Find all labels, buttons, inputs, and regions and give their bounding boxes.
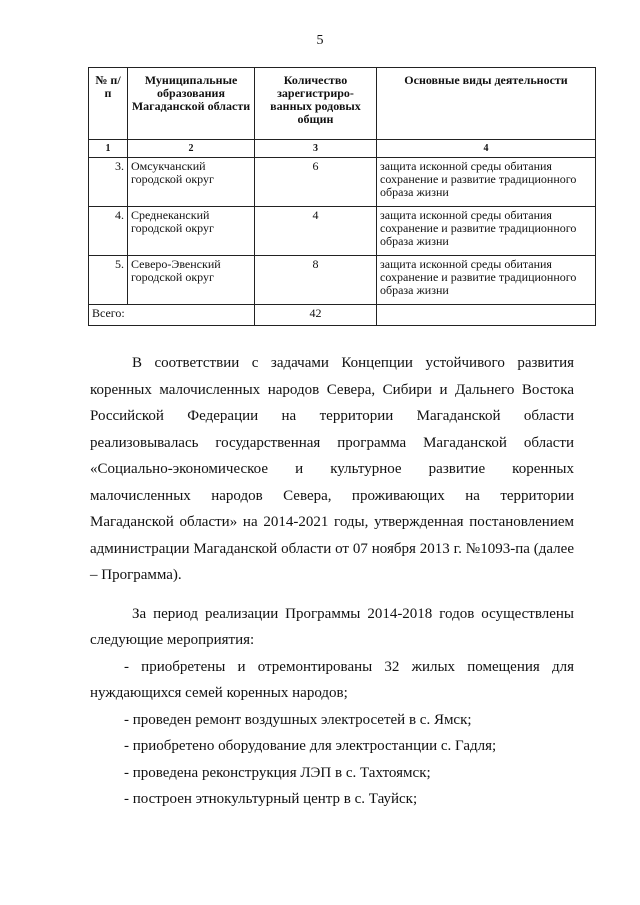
row-count: 8 bbox=[255, 256, 377, 305]
table-index-row bbox=[89, 140, 596, 158]
row-number: 3. bbox=[89, 158, 128, 207]
body-text bbox=[90, 350, 574, 813]
row-municipality: Среднеканский городской округ bbox=[128, 207, 255, 256]
row-municipality: Омсукчанский городской округ bbox=[128, 158, 255, 207]
row-municipality: Северо-Эвенский городской округ bbox=[128, 256, 255, 305]
row-activity: защита исконной среды обитания сохранение и развитие традиционного образа жизни bbox=[377, 207, 596, 256]
index-cell: 4 bbox=[377, 140, 596, 158]
row-number: 5. bbox=[89, 256, 128, 305]
list-item: - построен этнокультурный центр в с. Тауйск; bbox=[124, 791, 418, 807]
row-count: 4 bbox=[255, 207, 377, 256]
table-row bbox=[89, 158, 596, 207]
total-value: 42 bbox=[255, 305, 377, 326]
table-row bbox=[89, 207, 596, 256]
index-cell: 3 bbox=[255, 140, 377, 158]
header-municipality: Муниципальные образования Магаданской области bbox=[128, 68, 255, 140]
table-total-row bbox=[89, 305, 596, 326]
header-activity: Основные виды деятельности bbox=[377, 68, 596, 140]
index-cell: 1 bbox=[89, 140, 128, 158]
row-activity: защита исконной среды обитания сохранение и развитие традиционного образа жизни bbox=[377, 158, 596, 207]
paragraph-program: В соответствии с задачами Концепции устойчивого развития коренных малочисленных народов Севера, Сибири и Дальнего Востока Российской Федерации на территории Магаданской области реализовывалась государственная программа Магаданской области «Социально-экономическое и культурное развитие коренных малочисленных народов Севера, проживающих на территории Магаданской области» на 2014-2021 годы, утвержденная постановлением администрации Магаданской области от 07 ноября 2013 г. №1093-па (далее – Программа). bbox=[90, 355, 574, 583]
total-empty-cell bbox=[377, 305, 596, 326]
index-cell: 2 bbox=[128, 140, 255, 158]
list-item: - проведен ремонт воздушных электросетей в с. Ямск; bbox=[124, 711, 472, 728]
list-item: - приобретены и отремонтированы 32 жилых помещения для нуждающихся семей коренных народов; bbox=[90, 658, 574, 701]
header-count: Количество зарегистриро-ванных родовых общин bbox=[255, 68, 377, 140]
row-number: 4. bbox=[89, 207, 128, 256]
total-label: Всего: bbox=[89, 305, 255, 326]
row-count: 6 bbox=[255, 158, 377, 207]
paragraph-measures-intro: За период реализации Программы 2014-2018 годов осуществлены следующие мероприятия: bbox=[90, 605, 574, 648]
list-item: - проведена реконструкция ЛЭП в с. Тахтоямск; bbox=[124, 764, 431, 781]
municipalities-table bbox=[88, 67, 596, 326]
table-row bbox=[89, 256, 596, 305]
list-item: - приобретено оборудование для электростанции с. Гадля; bbox=[124, 738, 497, 754]
page-number: 5 bbox=[316, 33, 324, 48]
row-activity: защита исконной среды обитания сохранение и развитие традиционного образа жизни bbox=[377, 256, 596, 305]
table-header-row bbox=[89, 68, 596, 140]
header-number: № п/п bbox=[89, 68, 128, 140]
